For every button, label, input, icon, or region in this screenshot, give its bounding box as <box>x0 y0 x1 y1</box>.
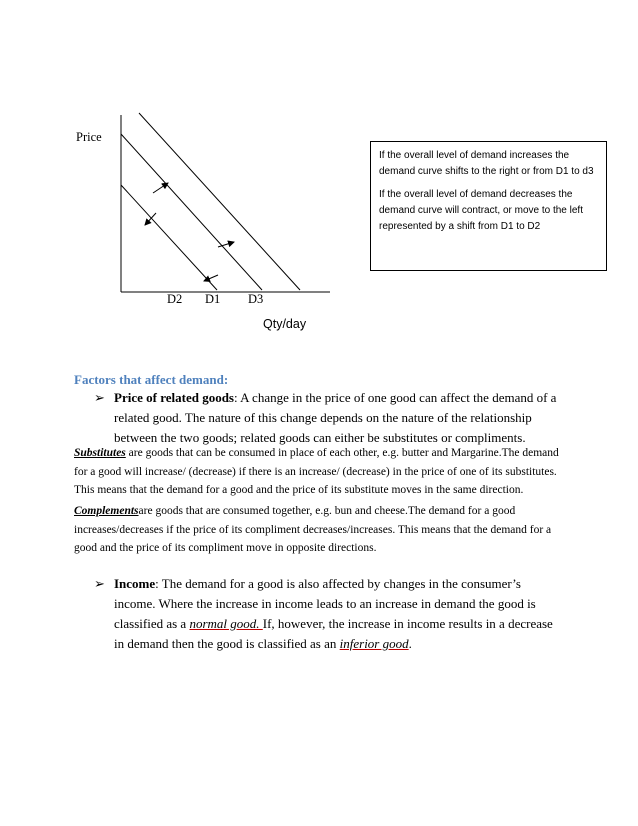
curve-label-d3: D3 <box>248 292 264 306</box>
bullet-arrow-icon: ➢ <box>94 576 105 591</box>
normal-good-term: normal good. <box>189 616 263 631</box>
demand-curve-d3 <box>139 113 300 290</box>
substitutes-term: Substitutes <box>74 447 126 459</box>
bullet-income <box>94 574 564 654</box>
y-axis-label: Price <box>76 130 102 144</box>
curve-label-d1: D1 <box>205 292 221 306</box>
shift-right-arrow-upper <box>153 183 168 193</box>
related-goods-text: : A change in the price of one good can affect the demand of a related good. The nature of this change depends on the nature of the relationship between the two goods; related goods can either be substitutes or compliments. <box>114 390 557 445</box>
bullet-arrow-icon: ➢ <box>94 390 105 405</box>
substitutes-text: are goods that can be consumed in place of each other, e.g. butter and Margarine.The demand for a good will increase/ (decrease) if there is an increase/ (decrease) in the price of one of its substitutes. This means that the demand for a good and the price of its substitute moves in the same direction. <box>74 447 559 496</box>
income-text-1: : The demand for a good is also affected by changes in the consumer’s income. Where the increase in income leads to an increase in demand the good is classified as a <box>114 576 536 631</box>
x-axis-label: Qty/day <box>263 317 307 331</box>
substitutes-paragraph <box>74 444 568 500</box>
inferior-good-term: inferior good <box>339 636 409 651</box>
complements-paragraph <box>74 502 568 558</box>
section-heading: Factors that affect demand: <box>74 372 229 387</box>
complements-text: are goods that are consumed together, e.g. bun and cheese.The demand for a good increases/decreases if the price of its compliment decreases/increases. This means that the demand for a good and the price of its compliment move in opposite directions. <box>74 505 552 554</box>
demand-curve-d2 <box>121 185 217 290</box>
related-goods-term: Price of related goods <box>114 390 234 405</box>
shift-left-arrow-upper <box>145 213 156 225</box>
note-box <box>370 141 607 271</box>
note-increase: If the overall level of demand increases the demand curve shifts to the right or from D1 to d3 <box>379 150 594 177</box>
income-term: Income <box>114 576 156 591</box>
complements-term: Complements <box>74 505 139 517</box>
demand-curve-d1 <box>121 134 262 290</box>
income-text-2: If, however, the increase in income results in a decrease in demand then the good is classified as an <box>114 616 553 651</box>
bullet-related-goods <box>94 388 564 448</box>
note-decrease: If the overall level of demand decreases the demand curve will contract, or move to the left represented by a shift from D1 to D2 <box>379 189 583 232</box>
income-text-3: . <box>408 636 412 651</box>
curve-label-d2: D2 <box>167 292 183 306</box>
